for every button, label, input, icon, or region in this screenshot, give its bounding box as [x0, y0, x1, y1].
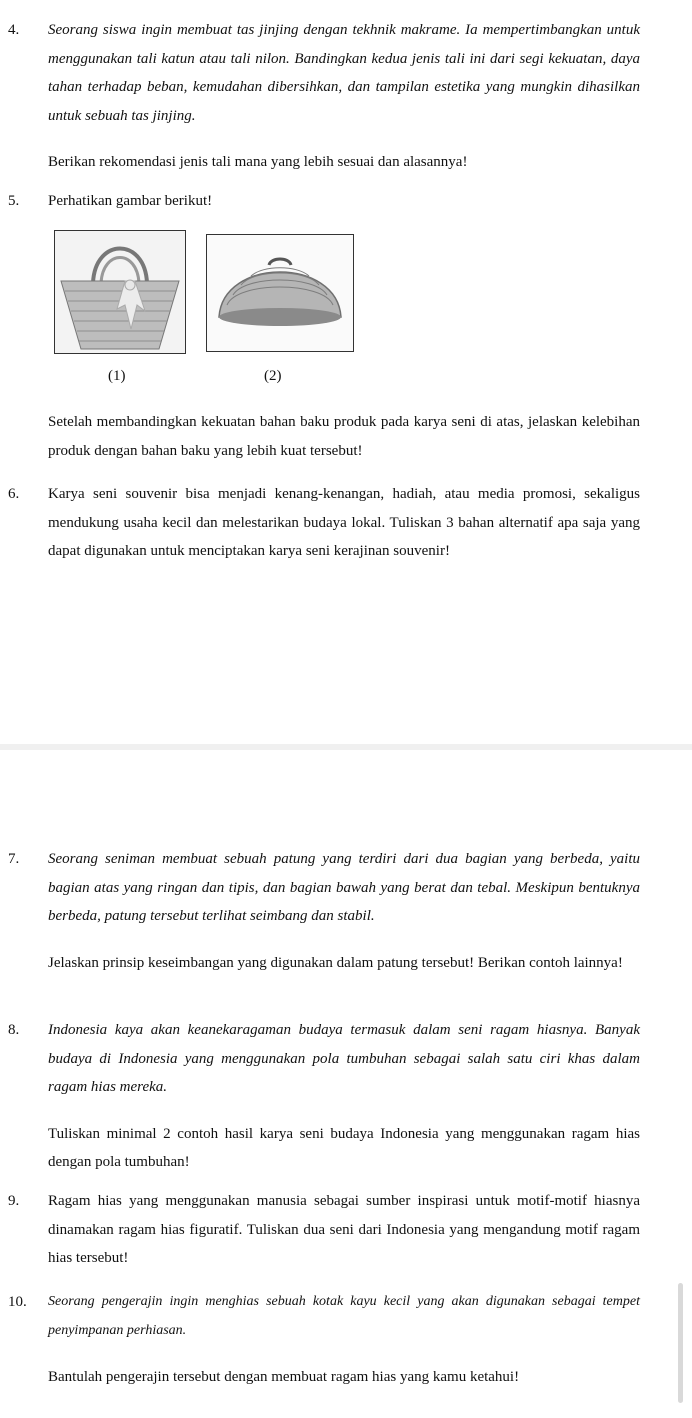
scrollbar[interactable] — [678, 1283, 683, 1403]
question-6-text: Karya seni souvenir bisa menjadi kenang-kenangan, hadiah, atau media promosi, sekaligus mendukung usaha kecil dan melestarikan budaya lokal. Tuliskan 3 bahan alternatif apa saja yang dapat digunakan untuk menciptakan karya seni kerajinan souvenir! — [48, 486, 640, 559]
question-number: 5. — [8, 193, 20, 209]
woven-bag-illustration — [55, 231, 185, 353]
question-5-text: Setelah membandingkan kekuatan bahan baku produk pada karya seni di atas, jelaskan kelebihan produk dengan bahan baku yang lebih kuat tersebut! — [48, 414, 640, 459]
figure-woven-bag — [54, 230, 186, 354]
question-4-prompt: Berikan rekomendasi jenis tali mana yang lebih sesuai dan alasannya! — [48, 154, 468, 170]
question-number: 8. — [8, 1022, 20, 1038]
question-number: 4. — [8, 22, 20, 38]
question-number: 10. — [8, 1294, 27, 1310]
question-number: 6. — [8, 486, 20, 502]
question-4-text: Seorang siswa ingin membuat tas jinjing dengan tekhnik makrame. Ia mempertimbangkan untuk menggunakan tali katun atau tali nilon. Bandingkan kedua jenis tali ini dari segi kekuatan, daya tahan terhadap beban, kemudahan dibersihkan, dan tampilan estetika yang mungkin dihasilkan untuk sebuah tas jinjing. — [48, 22, 640, 124]
question-number: 7. — [8, 851, 20, 867]
question-10-text: Seorang pengerajin ingin menghias sebuah kotak kayu kecil yang akan digunakan sebagai tempet penyimpanan perhiasan. — [48, 1294, 640, 1338]
figure-1-caption: (1) — [108, 368, 126, 384]
question-8-text: Indonesia kaya akan keanekaragaman budaya termasuk dalam seni ragam hiasnya. Banyak budaya di Indonesia yang menggunakan pola tumbuhan sebagai salah satu ciri khas dalam ragam hias mereka. — [48, 1022, 640, 1095]
question-10-prompt: Bantulah pengerajin tersebut dengan membuat ragam hias yang kamu ketahui! — [48, 1369, 520, 1385]
page-divider — [0, 744, 692, 750]
figure-2-caption: (2) — [264, 368, 282, 384]
question-9-text: Ragam hias yang menggunakan manusia sebagai sumber inspirasi untuk motif-motif hiasnya dinamakan ragam hias figuratif. Tuliskan dua seni dari Indonesia yang mengandung motif ragam hias tersebut! — [48, 1193, 640, 1266]
question-8-prompt: Tuliskan minimal 2 contoh hasil karya seni budaya Indonesia yang menggunakan ragam hias dengan pola tumbuhan! — [48, 1125, 640, 1170]
woven-cover-illustration — [207, 235, 353, 351]
question-number: 9. — [8, 1193, 20, 1209]
question-5-intro: Perhatikan gambar berikut! — [48, 193, 213, 209]
question-7-text: Seorang seniman membuat sebuah patung yang terdiri dari dua bagian yang berbeda, yaitu bagian atas yang ringan dan tipis, dan bagian bawah yang berat dan tebal. Meskipun bentuknya berbeda, patung tersebut terlihat seimbang dan stabil. — [48, 851, 640, 924]
figure-woven-cover — [206, 234, 354, 352]
question-7-prompt: Jelaskan prinsip keseimbangan yang digunakan dalam patung tersebut! Berikan contoh lainnya! — [48, 954, 623, 971]
